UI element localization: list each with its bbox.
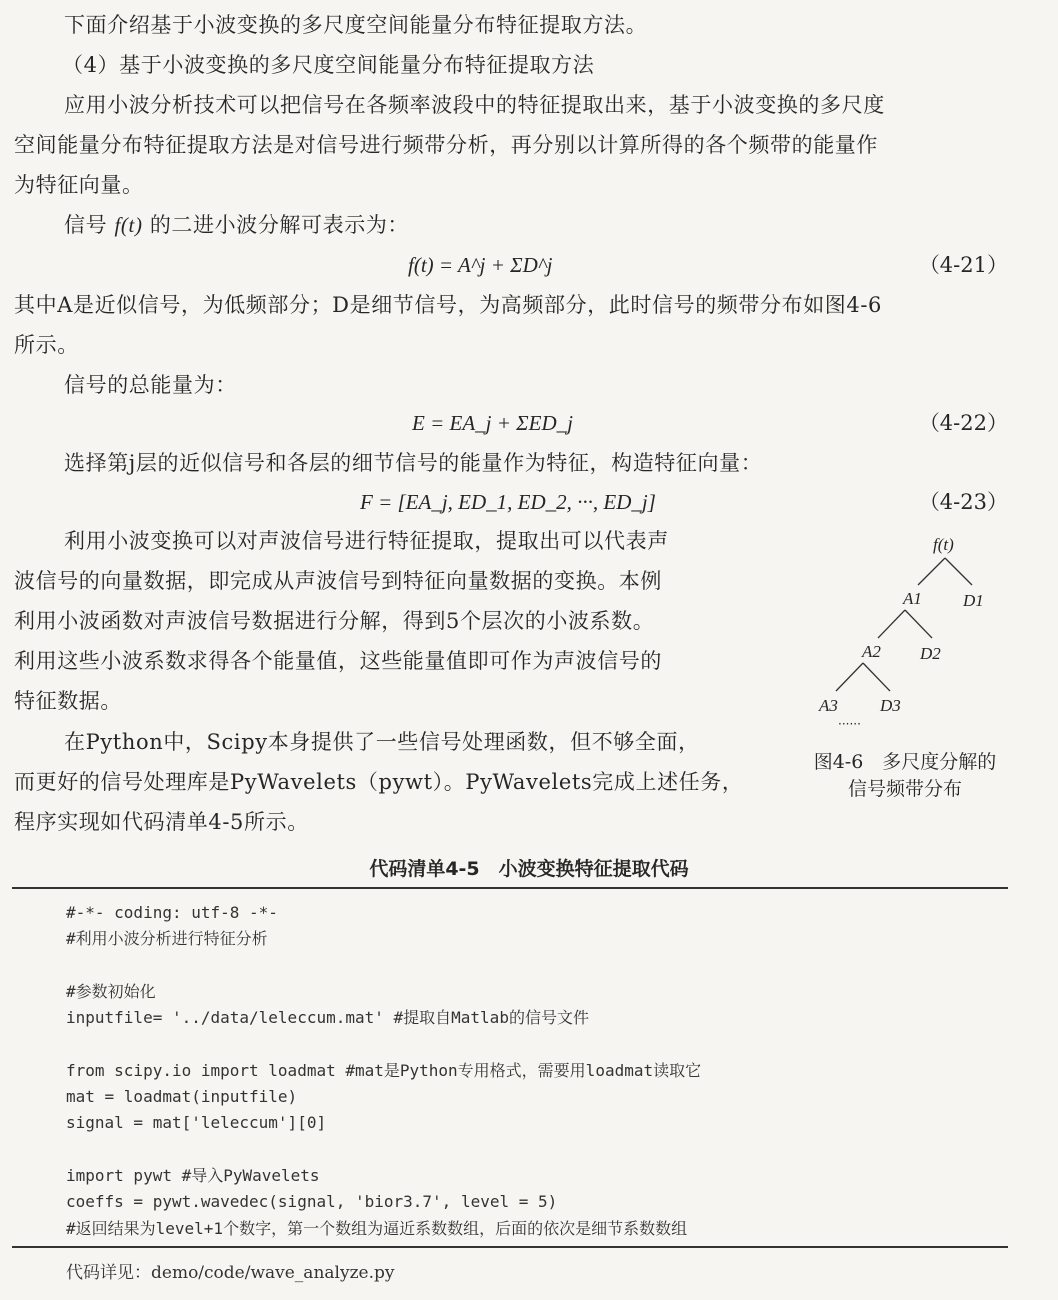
code-line — [66, 953, 701, 979]
edge-a1-a2 — [878, 610, 905, 638]
node-ellipsis: ······ — [838, 717, 861, 731]
equation-4-21 — [408, 250, 552, 280]
equation-4-22-text: E = EA_j + ΣED_j — [412, 411, 573, 435]
equation-4-22-number: （4-22） — [918, 411, 1008, 435]
para1-line2: 空间能量分布特征提取方法是对信号进行频带分析，再分别以计算所得的各个频带的能量作 — [14, 133, 878, 157]
intro-line: 下面介绍基于小波变换的多尺度空间能量分布特征提取方法。 — [64, 13, 648, 37]
para6-line2: 波信号的向量数据，即完成从声波信号到特征向量数据的变换。本例 — [14, 569, 662, 593]
para6-line4: 利用这些小波系数求得各个能量值，这些能量值即可作为声波信号的 — [14, 649, 662, 673]
para3-line1: 其中A是近似信号，为低频部分；D是细节信号，为高频部分，此时信号的频带分布如图4-6 — [14, 293, 883, 317]
code-line: coeffs = pywt.wavedec(signal, 'bior3.7', level = 5) — [66, 1192, 558, 1212]
code-line: #参数初始化 — [66, 981, 156, 1001]
node-d2: D2 — [920, 644, 941, 663]
code-line: #利用小波分析进行特征分析 — [66, 929, 268, 949]
para2-function: f(t) — [114, 213, 143, 237]
equation-4-23 — [360, 487, 656, 517]
code-line — [66, 1137, 701, 1163]
edge-ft-a1 — [918, 558, 945, 585]
para7-line3: 程序实现如代码清单4-5所示。 — [14, 810, 309, 834]
code-line: inputfile= '../data/leleccum.mat' #提取自Matlab的信号文件 — [66, 1008, 589, 1028]
para5-line: 选择第j层的近似信号和各层的细节信号的能量作为特征，构造特征向量： — [64, 451, 763, 475]
node-d1: D1 — [963, 591, 984, 610]
para3-line2: 所示。 — [14, 333, 79, 357]
para4-line: 信号的总能量为： — [64, 373, 237, 397]
edge-a2-d3 — [863, 663, 890, 691]
code-line: #返回结果为level+1个数字，第一个数组为逼近系数数组，后面的依次是细节系数数组 — [66, 1218, 688, 1238]
para7-line1: 在Python中，Scipy本身提供了一些信号处理函数，但不够全面， — [64, 730, 700, 754]
code-line: import pywt #导入PyWavelets — [66, 1165, 320, 1185]
code-block — [66, 900, 701, 1242]
edge-ft-d1 — [945, 558, 972, 585]
decomposition-tree-figure — [800, 525, 1020, 735]
para6-line3: 利用小波函数对声波信号数据进行分解，得到5个层次的小波系数。 — [14, 609, 655, 633]
node-a2: A2 — [862, 642, 881, 661]
node-a1: A1 — [903, 589, 922, 608]
section-heading: （4）基于小波变换的多尺度空间能量分布特征提取方法 — [62, 53, 595, 77]
equation-4-23-text: F = [EA_j, ED_1, ED_2, ···, ED_j] — [360, 490, 656, 514]
node-a3: A3 — [819, 696, 838, 715]
para6-line5: 特征数据。 — [14, 689, 122, 713]
node-ft: f(t) — [933, 535, 954, 554]
edge-a1-d2 — [905, 610, 932, 638]
listing-top-rule — [12, 887, 1008, 889]
para6-line1: 利用小波变换可以对声波信号进行特征提取，提取出可以代表声 — [64, 529, 669, 553]
para2-suffix: 的二进小波分解可表示为： — [149, 213, 410, 237]
equation-4-22 — [412, 408, 573, 438]
edge-a2-a3 — [836, 663, 863, 691]
listing-title: 代码清单4-5 小波变换特征提取代码 — [369, 858, 689, 880]
para7-line2: 而更好的信号处理库是PyWavelets（pywt）。PyWavelets完成上述任务， — [14, 770, 744, 794]
code-line: #-*- coding: utf-8 -*- — [66, 903, 278, 922]
listing-bottom-rule — [12, 1246, 1008, 1248]
code-line: signal = mat['leleccum'][0] — [66, 1113, 327, 1133]
para1-line1: 应用小波分析技术可以把信号在各频率波段中的特征提取出来，基于小波变换的多尺度 — [64, 93, 885, 117]
figure-caption-line2: 信号频带分布 — [847, 778, 962, 800]
listing-footer: 代码详见：demo/code/wave_analyze.py — [66, 1263, 395, 1283]
code-line: mat = loadmat(inputfile) — [66, 1087, 298, 1107]
equation-4-21-number: （4-21） — [918, 253, 1008, 277]
equation-4-23-number: （4-23） — [918, 490, 1008, 514]
code-line — [66, 1031, 701, 1057]
para2-line — [64, 210, 409, 240]
equation-4-21-text: f(t) = A^j + ΣD^j — [408, 253, 553, 277]
figure-caption-line1: 图4-6 多尺度分解的 — [813, 751, 997, 773]
para2-prefix: 信号 — [64, 213, 108, 237]
code-line: from scipy.io import loadmat #mat是Python专用格式，需要用loadmat读取它 — [66, 1060, 702, 1080]
node-d3: D3 — [880, 696, 901, 715]
para1-line3: 为特征向量。 — [14, 173, 144, 197]
